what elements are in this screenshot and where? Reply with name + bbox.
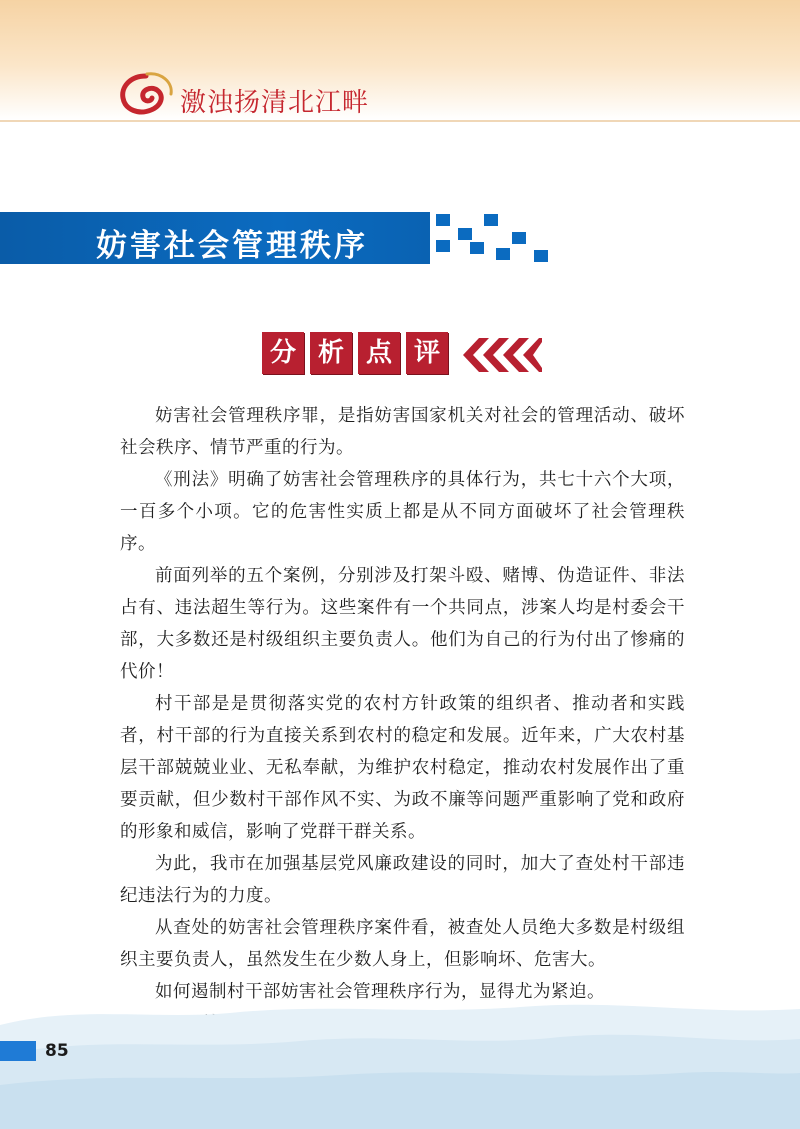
paragraph: 妨害社会管理秩序罪，是指妨害国家机关对社会的管理活动、破坏社会秩序、情节严重的行为。 [120,406,685,458]
analysis-char: 析 [310,332,352,374]
article-body [120,400,685,1040]
paragraph: 为此，我市在加强基层党风廉政建设的同时，加大了查处村干部违纪违法行为的力度。 [120,854,685,906]
paragraph: 前面列举的五个案例，分别涉及打架斗殴、赌博、伪造证件、非法占有、违法超生等行为。这些案件有一个共同点，涉案人均是村委会干部，大多数还是村级组织主要负责人。他们为自己的行为付出了惨痛的代价！ [120,566,685,682]
analysis-char: 评 [406,332,448,374]
page-number: 85 [45,1041,69,1061]
brand-title: 激浊扬清北江畔 [180,88,370,118]
swirl-logo-icon [117,70,175,118]
header-divider [0,120,800,122]
analysis-char: 点 [358,332,400,374]
paragraph: 如何遏制村干部妨害社会管理秩序行为，显得尤为紧迫。 [155,982,605,1002]
analysis-heading [262,332,542,382]
page-number-bar [0,1041,36,1061]
paragraph: 从查处的妨害社会管理秩序案件看，被查处人员绝大多数是村级组织主要负责人，虽然发生在少数人身上，但影响坏、危害大。 [120,918,685,970]
double-chevron-left-icon [457,334,542,376]
mountain-background [0,985,800,1129]
analysis-char: 分 [262,332,304,374]
section-title: 妨害社会管理秩序 [96,228,368,264]
paragraph: 《刑法》明确了妨害社会管理秩序的具体行为，共七十六个大项，一百多个小项。它的危害性实质上都是从不同方面破坏了社会管理秩序。 [120,470,685,554]
paragraph: 村干部是是贯彻落实党的农村方针政策的组织者、推动者和实践者，村干部的行为直接关系到农村的稳定和发展。近年来，广大农村基层干部兢兢业业、无私奉献，为维护农村稳定，推动农村发展作出了重要贡献，但少数村干部作风不实、为政不廉等问题严重影响了党和政府的形象和威信，影响了党群干群关系。 [120,694,685,842]
